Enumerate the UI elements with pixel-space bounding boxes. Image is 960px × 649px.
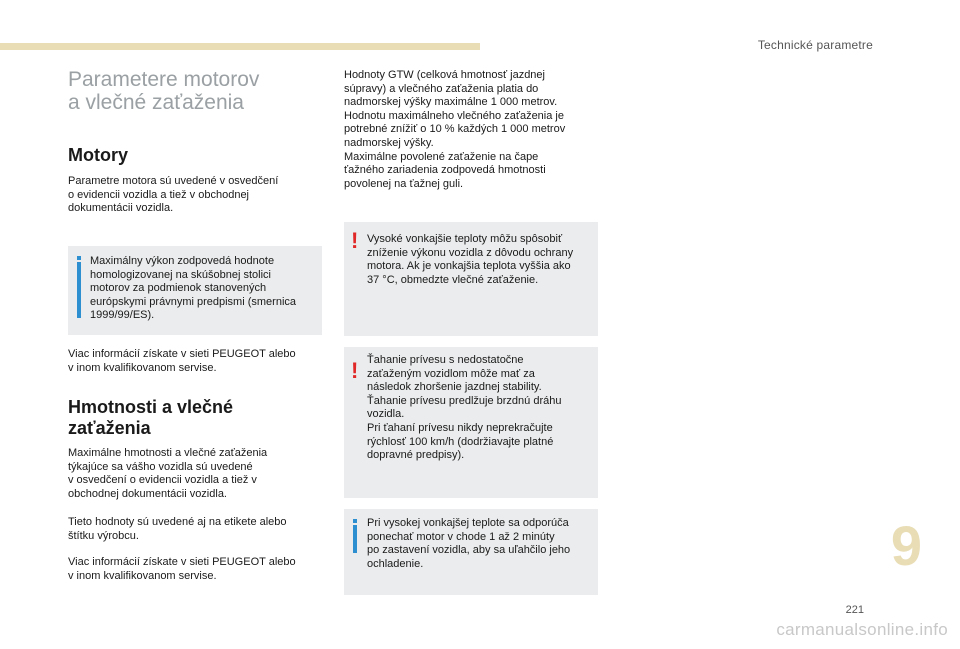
page-title-line-2: a vlečné zaťaženia [68, 91, 244, 114]
info-box-max-power [68, 246, 322, 335]
motory-paragraph: Parametre motora sú uvedené v osvedčení o evidencii vozidla a tiež v obchodnej dokumentácii vozidla. [68, 175, 279, 215]
page-title-line-1: Parametere motorov [68, 68, 260, 91]
heading-hmotnosti: Hmotnosti a vlečné zaťaženia [68, 397, 234, 438]
info-icon [353, 525, 357, 553]
more-info-paragraph-1: Viac informácií získate v sieti PEUGEOT alebo v inom kvalifikovanom servise. [68, 348, 296, 374]
info-box-max-power-text: Maximálny výkon zodpovedá hodnote homologizovanej na skúšobnej stolici motorov za podmienok stanovených európskymi právnymi predpismi (smernica 1999/99/ES). [90, 255, 297, 322]
section-label: Technické parametre [757, 38, 873, 52]
info-box-engine-cooling-text: Pri vysokej vonkajšej teplote sa odporúča ponechať motor v chode 1 až 2 minúty po zastavení vozidla, aby sa uľahčilo jeho ochladenie. [367, 517, 571, 570]
warning-box-high-temperature [344, 222, 598, 336]
more-info-paragraph-2: Viac informácií získate v sieti PEUGEOT alebo v inom kvalifikovanom servise. [68, 556, 296, 582]
info-icon [77, 262, 81, 318]
page-title [68, 68, 328, 114]
warning-box-high-temperature-text: Vysoké vonkajšie teploty môžu spôsobiť zníženie výkonu vozidla z dôvodu ochrany motora. Ak je vonkajšia teplota vyššia ako 37 °C, obmedzte vlečné zaťaženie. [367, 233, 574, 286]
gtw-paragraph: Hodnoty GTW (celková hmotnosť jazdnej súpravy) a vlečného zaťaženia platia do nadmorskej výšky maximálne 1 000 metrov. Hodnotu maximálneho vlečného zaťaženia je potrebné znížiť o 10 % každých 1 000 metrov nadmorskej výšky. Maximálne povolené zaťaženie na čape ťažného zariadenia zodpovedá hmotnosti povolenej na ťažnej guli. [344, 69, 566, 190]
heading-motory: Motory [68, 145, 128, 165]
chapter-number: 9 [890, 514, 922, 577]
info-box-engine-cooling [344, 509, 598, 595]
hmotnosti-paragraph-1: Maximálne hmotnosti a vlečné zaťaženia týkajúce sa vášho vozidla sú uvedené v osvedčení o evidencii vozidla a tiež v obchodnej dokumentácii vozidla. [68, 447, 268, 500]
hmotnosti-paragraph-2: Tieto hodnoty sú uvedené aj na etikete alebo štítku výrobcu. [68, 516, 287, 542]
footer-watermark: carmanualsonline.info [776, 620, 948, 639]
warning-icon: ! [351, 228, 359, 253]
warning-box-trailer-text: Ťahanie prívesu s nedostatočne zaťaženým vozidlom môže mať za následok zhoršenie jazdnej stability. Ťahanie prívesu predlžuje brzdnú dráhu vozidla. Pri ťahaní prívesu nikdy neprekračujte rýchlosť 100 km/h (dodržiavajte platné dopravné predpisy). [367, 354, 562, 462]
header-accent-bar [0, 43, 480, 50]
warning-icon: ! [351, 358, 359, 383]
warning-box-trailer [344, 347, 598, 498]
page-number: 221 [845, 604, 864, 616]
